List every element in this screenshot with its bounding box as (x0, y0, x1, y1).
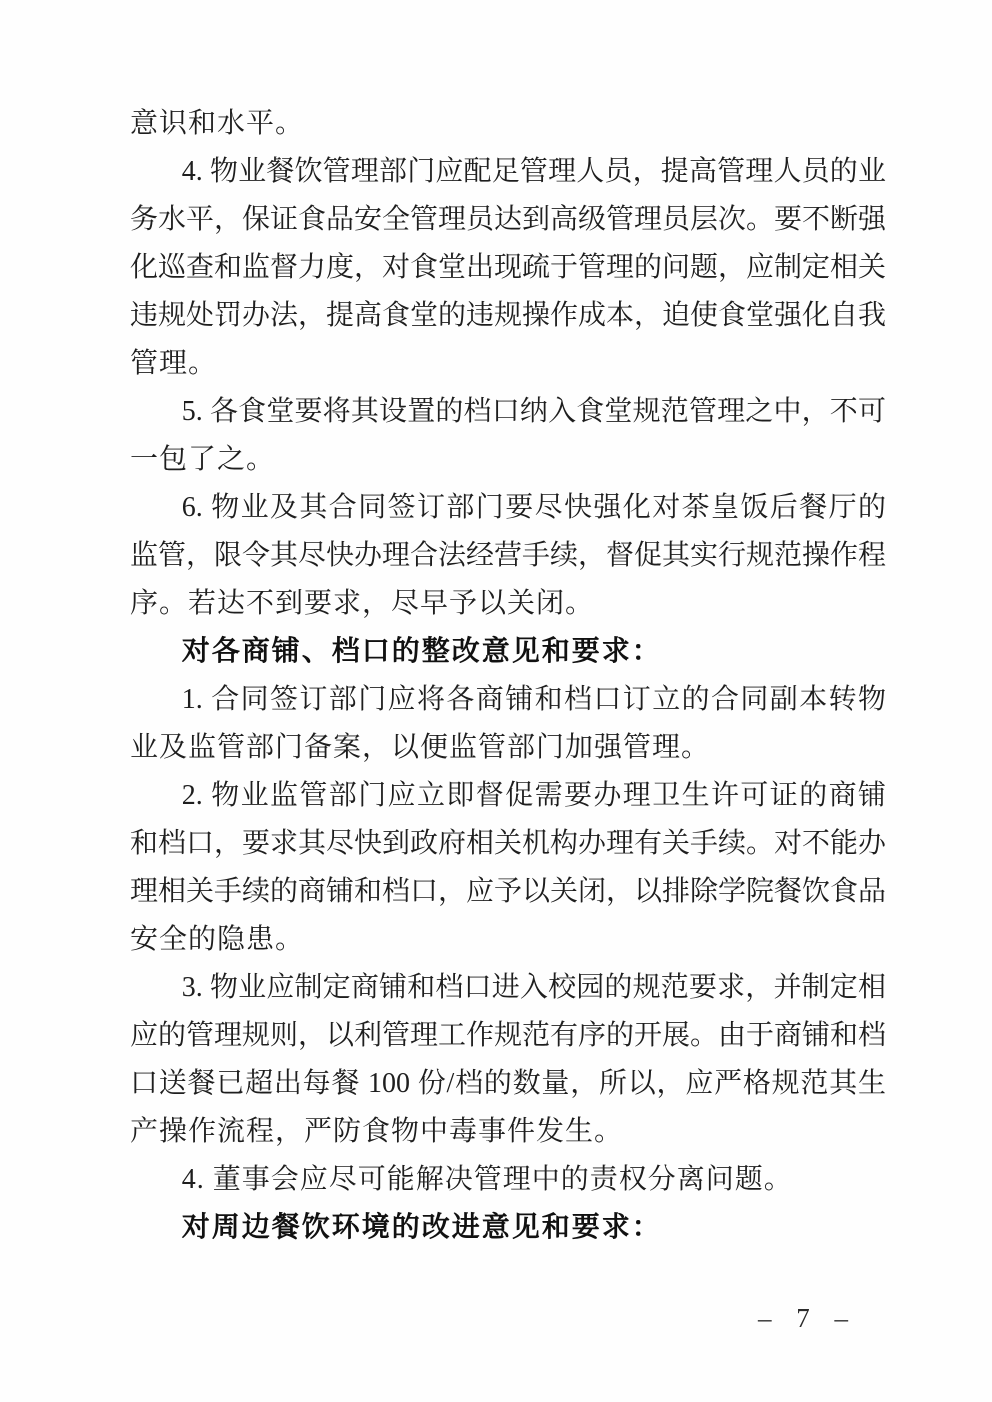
text-line: 序。若达不到要求，尽早予以关闭。 (130, 588, 595, 619)
text-line: 5. 各食堂要将其设置的档口纳入食堂规范管理之中，不可 (181, 396, 886, 427)
text-line: 监管，限令其尽快办理合法经营手续，督促其实行规范操作程 (130, 540, 887, 571)
text-line: 3. 物业应制定商铺和档口进入校园的规范要求，并制定相 (181, 972, 886, 1003)
text-line: 务水平，保证食品安全管理员达到高级管理员层次。要不断强 (130, 204, 887, 235)
text-line: 和档口，要求其尽快到政府相关机构办理有关手续。对不能办 (130, 828, 887, 859)
text-line: 化巡查和监督力度，对食堂出现疏于管理的问题，应制定相关 (130, 252, 887, 283)
text-line: 违规处罚办法，提高食堂的违规操作成本，迫使食堂强化自我 (130, 300, 887, 331)
text-line: 口送餐已超出每餐 100 份/档的数量，所以，应严格规范其生 (130, 1068, 886, 1099)
document-body (130, 100, 886, 1252)
text-line: 1. 合同签订部门应将各商铺和档口订立的合同副本转物 (181, 684, 886, 715)
text-line: 安全的隐患。 (130, 924, 305, 955)
text-line: 业及监管部门备案，以便监管部门加强管理。 (130, 732, 711, 763)
text-line: 意识和水平。 (130, 108, 305, 139)
text-line: 一包了之。 (130, 444, 276, 475)
text-line: 2. 物业监管部门应立即督促需要办理卫生许可证的商铺 (181, 780, 886, 811)
section-heading: 对周边餐饮环境的改进意见和要求： (181, 1212, 662, 1243)
text-line: 6. 物业及其合同签订部门要尽快强化对茶皇饭后餐厅的 (181, 492, 886, 523)
text-line: 理相关手续的商铺和档口，应予以关闭，以排除学院餐饮食品 (130, 876, 887, 907)
text-line: 4. 物业餐饮管理部门应配足管理人员，提高管理人员的业 (181, 156, 886, 187)
text-line: 管理。 (130, 348, 218, 379)
section-heading: 对各商铺、档口的整改意见和要求： (181, 636, 662, 667)
text-line: 应的管理规则，以利管理工作规范有序的开展。由于商铺和档 (130, 1020, 887, 1051)
text-line: 产操作流程，严防食物中毒事件发生。 (130, 1116, 624, 1147)
text-line: 4. 董事会应尽可能解决管理中的责权分离问题。 (181, 1164, 793, 1195)
page-number: – 7 – (758, 1303, 857, 1333)
